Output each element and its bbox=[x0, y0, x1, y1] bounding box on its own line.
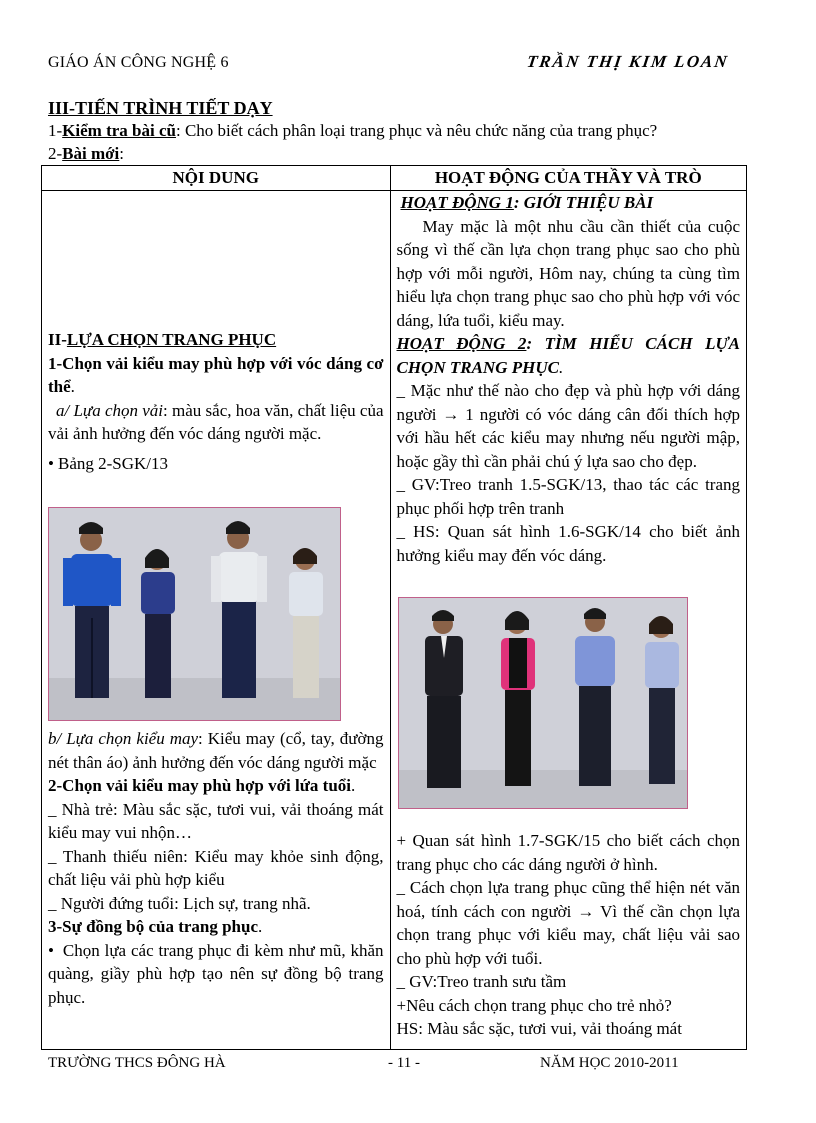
line1-num: 1- bbox=[48, 121, 63, 140]
line1-label: Kiểm tra bài cũ bbox=[62, 121, 176, 140]
left-heading: II-LỰA CHỌN TRANG PHỤC bbox=[48, 330, 277, 349]
para-teacher-1: _ GV:Treo tranh 1.5-SGK/13, thao tác các trang phục phối hợp trên tranh bbox=[396, 475, 740, 518]
para-culture: _ Cách chọn lựa trang phục cũng thể hiện nét văn hoá, tính cách con người → Vì thế cần chọn lựa chọn trang phục với kiểu may, chất liệu vải sao cho phù hợp với tuổi. bbox=[396, 878, 740, 968]
right-column-header: HOẠT ĐỘNG CỦA THẦY VÀ TRÒ bbox=[390, 166, 747, 191]
line2-colon: : bbox=[119, 144, 125, 163]
para-student-1: _ HS: Quan sát hình 1.6-SGK/14 cho biết ảnh hưởng kiểu may đến vóc dáng. bbox=[396, 522, 740, 565]
intro-text: May mặc là một nhu cầu cần thiết của cuộc sống vì thế cần lựa chọn trang phục sao cho phù hợp với mỗi người, Hôm nay, chúng ta cùng tìm hiểu lựa chọn trang phục sao cho phù hợp với vóc dáng, lứa tuổi, kiểu may. bbox=[396, 216, 740, 330]
header-left: GIÁO ÁN CÔNG NGHỆ 6 bbox=[48, 54, 229, 71]
line2-num: 2- bbox=[48, 144, 63, 163]
footer-school-year: NĂM HỌC 2010-2011 bbox=[540, 1055, 679, 1071]
header-right: TRẦN THỊ KIM LOAN bbox=[525, 52, 731, 71]
para-observe: + Quan sát hình 1.7-SGK/15 cho biết cách chọn trang phục cho các dáng người ở hình. bbox=[396, 831, 740, 874]
check-old-lesson-line bbox=[48, 121, 657, 141]
photo-four-people-right bbox=[398, 597, 688, 809]
bullet-table: • Bảng 2-SGK/13 bbox=[42, 452, 390, 476]
section-title: III-TIẾN TRÌNH TIẾT DẠY bbox=[48, 98, 273, 118]
sub-heading-1: 1-Chọn vải kiểu may phù hợp với vóc dáng cơ thể. bbox=[48, 353, 384, 396]
para-student-2: HS: Màu sắc sặc, tươi vui, vải thoáng mát bbox=[396, 1019, 682, 1038]
cut-choice: b/ Lựa chọn kiểu may: Kiểu may (cổ, tay, đường nét thân áo) ảnh hưởng đến vóc dáng người mặc bbox=[48, 729, 384, 772]
para-teacher-2: _ GV:Treo tranh sưu tầm bbox=[396, 972, 567, 991]
para-body-shape: _ Mặc như thế nào cho đẹp và phù hợp với dáng người → 1 người có vóc dáng cân đối thích hợp với hầu hết các kiểu may nhưng nếu người mập, hoặc gầy thì cần phải chú ý lựa sao cho đẹp. bbox=[396, 381, 740, 471]
activity-1-heading: HOẠT ĐỘNG 1: GIỚI THIỆU BÀI bbox=[400, 193, 654, 212]
para-question: +Nêu cách chọn trang phục cho trẻ nhỏ? bbox=[396, 995, 672, 1015]
adult-style: _ Người đứng tuổi: Lịch sự, trang nhã. bbox=[48, 893, 311, 913]
footer-page-number: - 11 - bbox=[388, 1055, 420, 1071]
line1-text: : Cho biết cách phân loại trang phục và nêu chức năng của trang phục? bbox=[175, 121, 658, 140]
bullet-dot-icon: • bbox=[48, 940, 54, 960]
left-column-header: NỘI DUNG bbox=[42, 166, 391, 191]
teen-style: _ Thanh thiếu niên: Kiểu may khỏe sinh động, chất liệu vải phù hợp kiểu bbox=[48, 846, 384, 889]
activity-2-heading: HOẠT ĐỘNG 2: TÌM HIỂU CÁCH LỰA CHỌN TRANG PHỤC. bbox=[396, 334, 740, 377]
line2-label: Bài mới bbox=[62, 144, 120, 163]
activity-cell bbox=[390, 191, 747, 1050]
bullet-dot-icon: • bbox=[48, 453, 54, 473]
content-cell bbox=[42, 191, 391, 1050]
kid-style: _ Nhà trẻ: Màu sắc sặc, tươi vui, vải thoáng mát kiểu may vui nhộn… bbox=[48, 799, 384, 842]
sub-heading-3: 3-Sự đồng bộ của trang phục. bbox=[48, 917, 263, 936]
bullet-sync: • Chọn lựa các trang phục đi kèm như mũ, khăn quàng, giầy phù hợp tạo nên sự đồng bộ trang phục. bbox=[48, 940, 384, 1007]
lesson-table bbox=[41, 165, 747, 1050]
sub-heading-2: 2-Chọn vải kiểu may phù hợp với lứa tuổi. bbox=[48, 776, 356, 795]
fabric-choice: a/ Lựa chọn vải: màu sắc, hoa văn, chất liệu của vải ảnh hưởng đến vóc dáng người mặc. bbox=[48, 400, 384, 443]
photo-four-people-left bbox=[48, 507, 341, 721]
footer-school: TRƯỜNG THCS ĐÔNG HÀ bbox=[48, 1055, 226, 1071]
new-lesson-line bbox=[48, 144, 124, 164]
